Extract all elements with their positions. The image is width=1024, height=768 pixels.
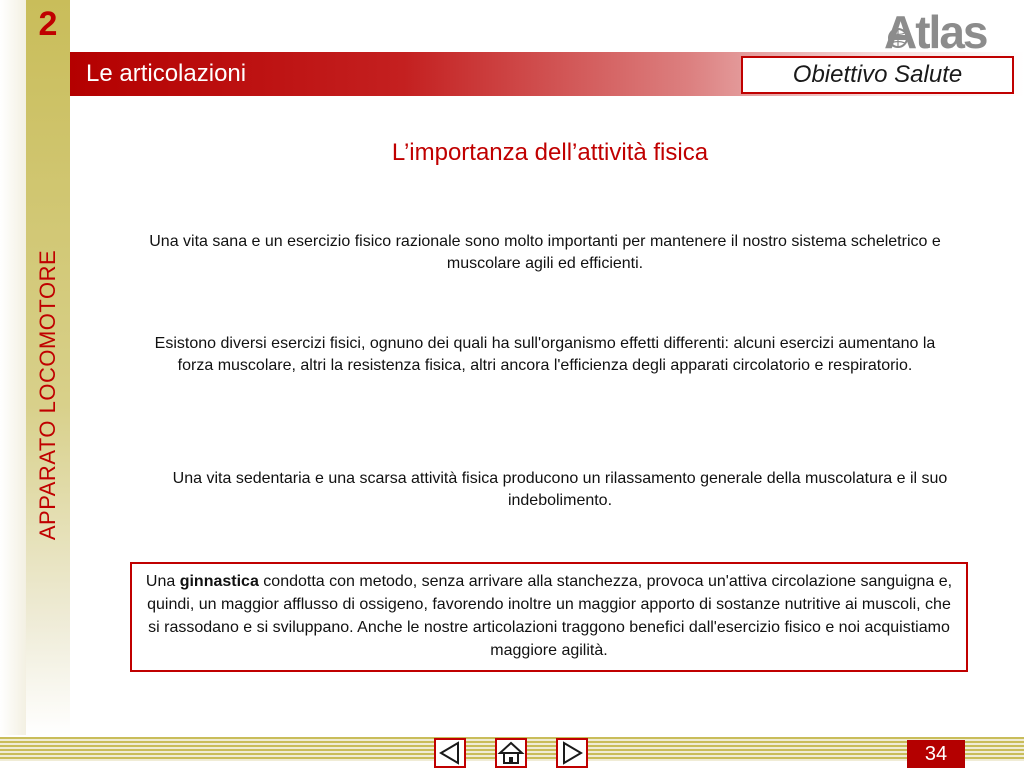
- home-icon: [497, 740, 525, 766]
- box-text-before: Una: [145, 573, 180, 590]
- logo-text: Atlas: [884, 6, 987, 52]
- triangle-left-icon: [436, 740, 464, 766]
- goal-badge: Obiettivo Salute: [741, 56, 1014, 94]
- header-title: Le articolazioni: [86, 60, 247, 87]
- paragraph-3: Una vita sedentaria e una scarsa attività fisica producono un rilassamento generale della muscolatura e il suo indebolimento.: [172, 470, 948, 509]
- page-number: 34: [907, 740, 965, 768]
- box-text-bold: ginnastica: [179, 573, 259, 590]
- highlight-box: [130, 562, 968, 672]
- previous-button[interactable]: [434, 738, 466, 768]
- paragraph-2: Esistono diversi esercizi fisici, ognuno dei quali ha sull'organismo effetti differenti: alcuni esercizi aumentano la forza muscolare, altri la resistenza fisica, altri ancora l'efficienza degli apparati circolatorio e respiratorio.: [154, 335, 936, 374]
- chapter-number: 2: [38, 5, 58, 43]
- home-button[interactable]: [495, 738, 527, 768]
- page-title: L’importanza dell’attività fisica: [391, 139, 709, 166]
- atlas-logo: [876, 6, 1006, 52]
- triangle-right-icon: [558, 740, 586, 766]
- box-text-after: condotta con metodo, senza arrivare alla stanchezza, provoca un'attiva circolazione sanguigna e, quindi, un maggior afflusso di ossigeno, favorendo inoltre un maggior apporto di sostanze nutritive ai muscoli, che si rassodano e si sviluppano. Anche le nostre articolazioni traggono benefici dall'esercizio fisico e noi acquistiamo maggiore agilità.: [147, 573, 953, 659]
- next-button[interactable]: [556, 738, 588, 768]
- section-label: APPARATO LOCOMOTORE: [35, 249, 60, 541]
- paragraph-1: Una vita sana e un esercizio fisico razionale sono molto importanti per mantenere il nostro sistema scheletrico e muscolare agili ed efficienti.: [149, 233, 941, 272]
